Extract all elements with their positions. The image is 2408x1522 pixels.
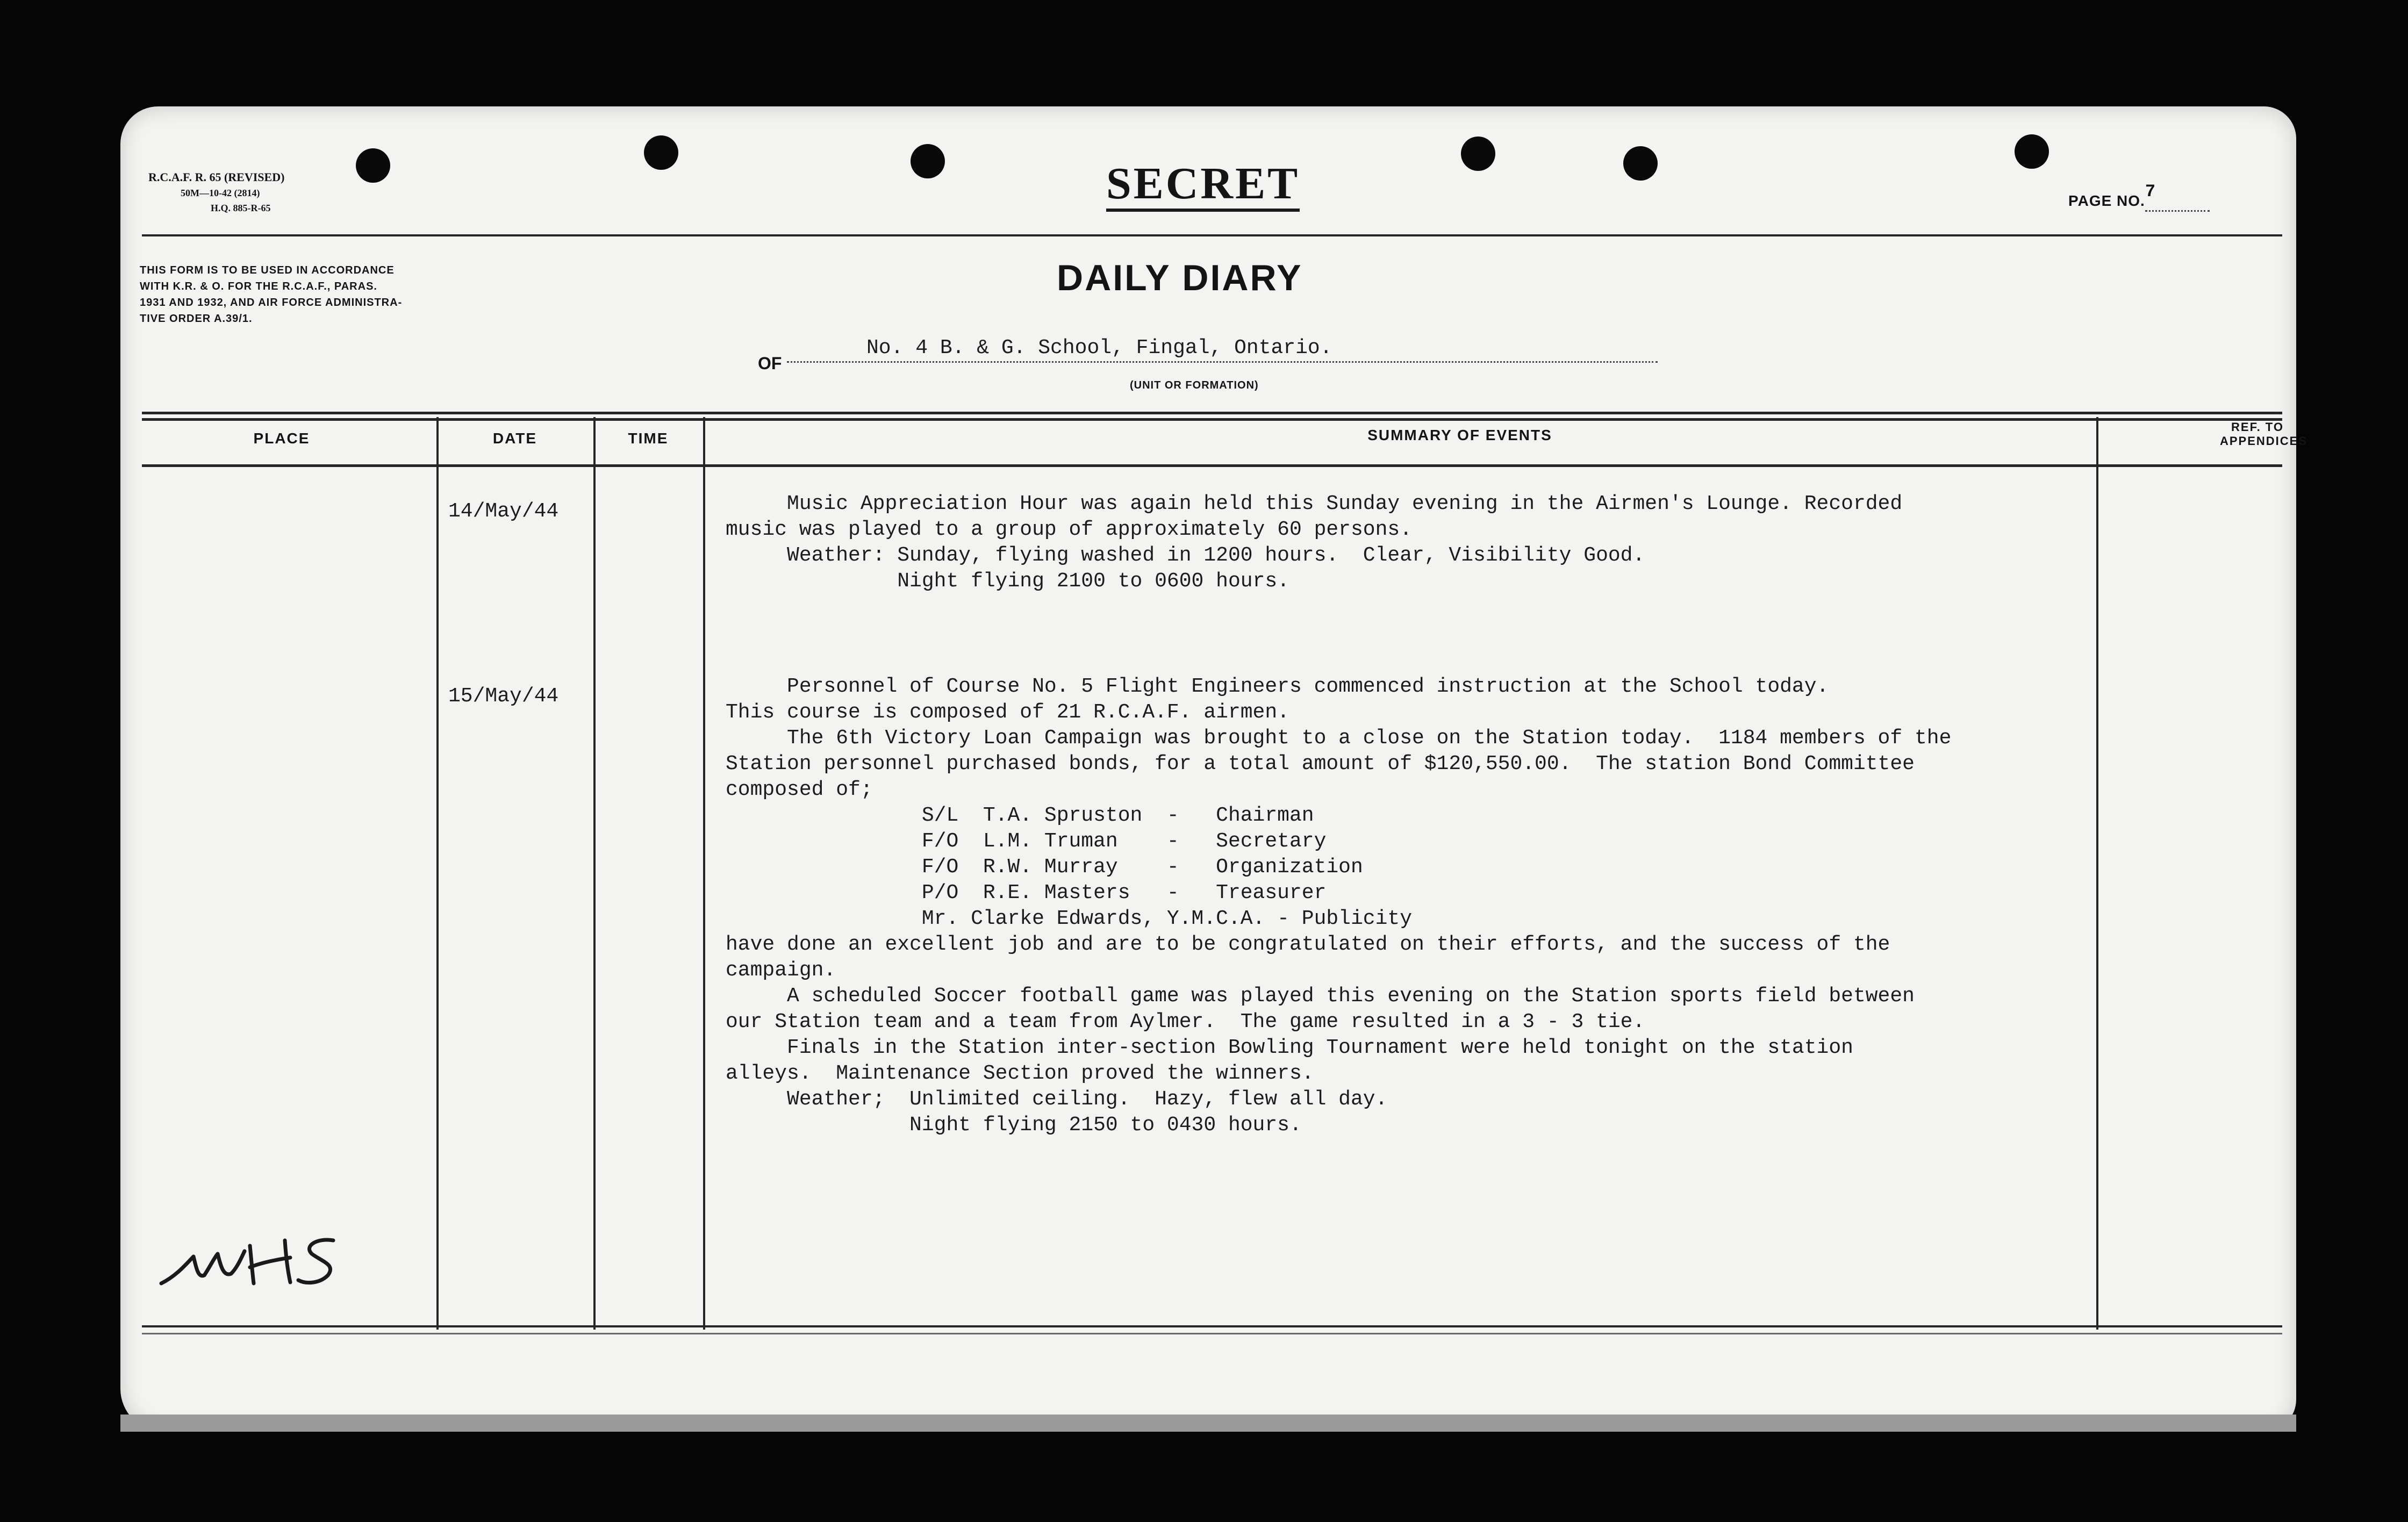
usage-note-line: TIVE ORDER A.39/1. [140,313,253,325]
classification-marking: SECRET [1106,159,1300,212]
summary-line: Mr. Clarke Edwards, Y.M.C.A. - Publicity [726,907,1413,930]
page-number: 7 [2145,182,2156,202]
summary-line: composed of; [726,778,873,801]
entry-summary [726,674,1951,1138]
unit-name: No. 4 B. & G. School, Fingal, Ontario. [866,336,1332,360]
diary-page [120,106,2308,1432]
summary-line: Music Appreciation Hour was again held this Sunday evening in the Airmen's Lounge. Recorded [726,492,1903,515]
entry-date: 15/May/44 [448,685,559,708]
summary-line: Personnel of Course No. 5 Flight Engineers commenced instruction at the School today. [726,675,1829,698]
binder-hole [356,148,390,183]
binder-hole [1461,137,1495,171]
column-header-time: TIME [628,430,669,447]
table-bottom-rule [142,1333,2282,1334]
summary-line: Weather: Sunday, flying washed in 1200 hours. Clear, Visibility Good. [726,544,1645,567]
summary-line: have done an excellent job and are to be congratulated on their efforts, and the success of the [726,933,1890,956]
column-divider [703,417,705,1330]
summary-line: Night flying 2100 to 0600 hours. [726,570,1289,593]
page-bottom-edge [120,1415,2296,1432]
summary-line: Night flying 2150 to 0430 hours. [726,1114,1302,1137]
column-divider [436,417,439,1330]
summary-line: A scheduled Soccer football game was played this evening on the Station sports field between [726,985,1915,1008]
page-number-label [2068,182,2210,213]
form-id-line3: H.Q. 885-R-65 [211,203,271,213]
summary-line: Finals in the Station inter-section Bowling Tournament were held tonight on the station [726,1036,1853,1059]
handwritten-initials [156,1224,392,1300]
summary-line: S/L T.A. Spruston - Chairman [726,804,1314,827]
binder-hole [644,135,678,170]
unit-line [787,335,1658,363]
summary-line: F/O R.W. Murray - Organization [726,856,1363,879]
column-header-summary: SUMMARY OF EVENTS [1367,427,1552,443]
binder-hole [2015,134,2049,169]
column-header-rule [142,464,2282,467]
summary-line: alleys. Maintenance Section proved the winners. [726,1062,1314,1085]
summary-line: P/O R.E. Masters - Treasurer [726,881,1327,904]
usage-note-line: 1931 AND 1932, AND AIR FORCE ADMINISTRA- [140,297,403,308]
summary-line: music was played to a group of approximately 60 persons. [726,518,1413,541]
entry-date: 14/May/44 [448,500,559,523]
form-id-line1: R.C.A.F. R. 65 (REVISED) [148,170,285,184]
column-divider [2096,417,2098,1330]
usage-note-line: THIS FORM IS TO BE USED IN ACCORDANCE [140,264,395,276]
summary-line: campaign. [726,959,836,982]
table-top-rule [142,418,2282,421]
summary-line: Weather; Unlimited ceiling. Hazy, flew all day. [726,1088,1388,1111]
summary-line: The 6th Victory Loan Campaign was brought to a close on the Station today. 1184 members of the [726,727,1952,750]
of-label: OF [758,354,782,373]
usage-note [140,262,402,327]
entry-summary [726,491,1902,594]
summary-line: our Station team and a team from Aylmer. The game resulted in a 3 - 3 tie. [726,1010,1645,1033]
ref-header-line: REF. TO [2231,420,2284,434]
table-bottom-rule [142,1325,2282,1327]
summary-line: Station personnel purchased bonds, for a total amount of $120,550.00. The station Bond Committee [726,752,1915,776]
column-divider [593,417,596,1330]
ref-header-line: APPENDICES [2220,434,2308,448]
column-header-place: PLACE [253,430,310,447]
summary-line: F/O L.M. Truman - Secretary [726,830,1327,853]
table-top-rule [142,412,2282,414]
unit-caption: (UNIT OR FORMATION) [1130,379,1259,391]
form-id-line2: 50M—10-42 (2814) [181,188,260,198]
form-title: DAILY DIARY [1057,257,1303,298]
header-rule [142,234,2282,236]
column-header-date: DATE [492,430,538,447]
column-header-ref [2220,420,2308,448]
usage-note-line: WITH K.R. & O. FOR THE R.C.A.F., PARAS. [140,281,377,292]
binder-hole [911,144,945,178]
page-label: PAGE NO. [2068,192,2145,209]
summary-line: This course is composed of 21 R.C.A.F. airmen. [726,701,1289,724]
binder-hole [1623,146,1658,181]
